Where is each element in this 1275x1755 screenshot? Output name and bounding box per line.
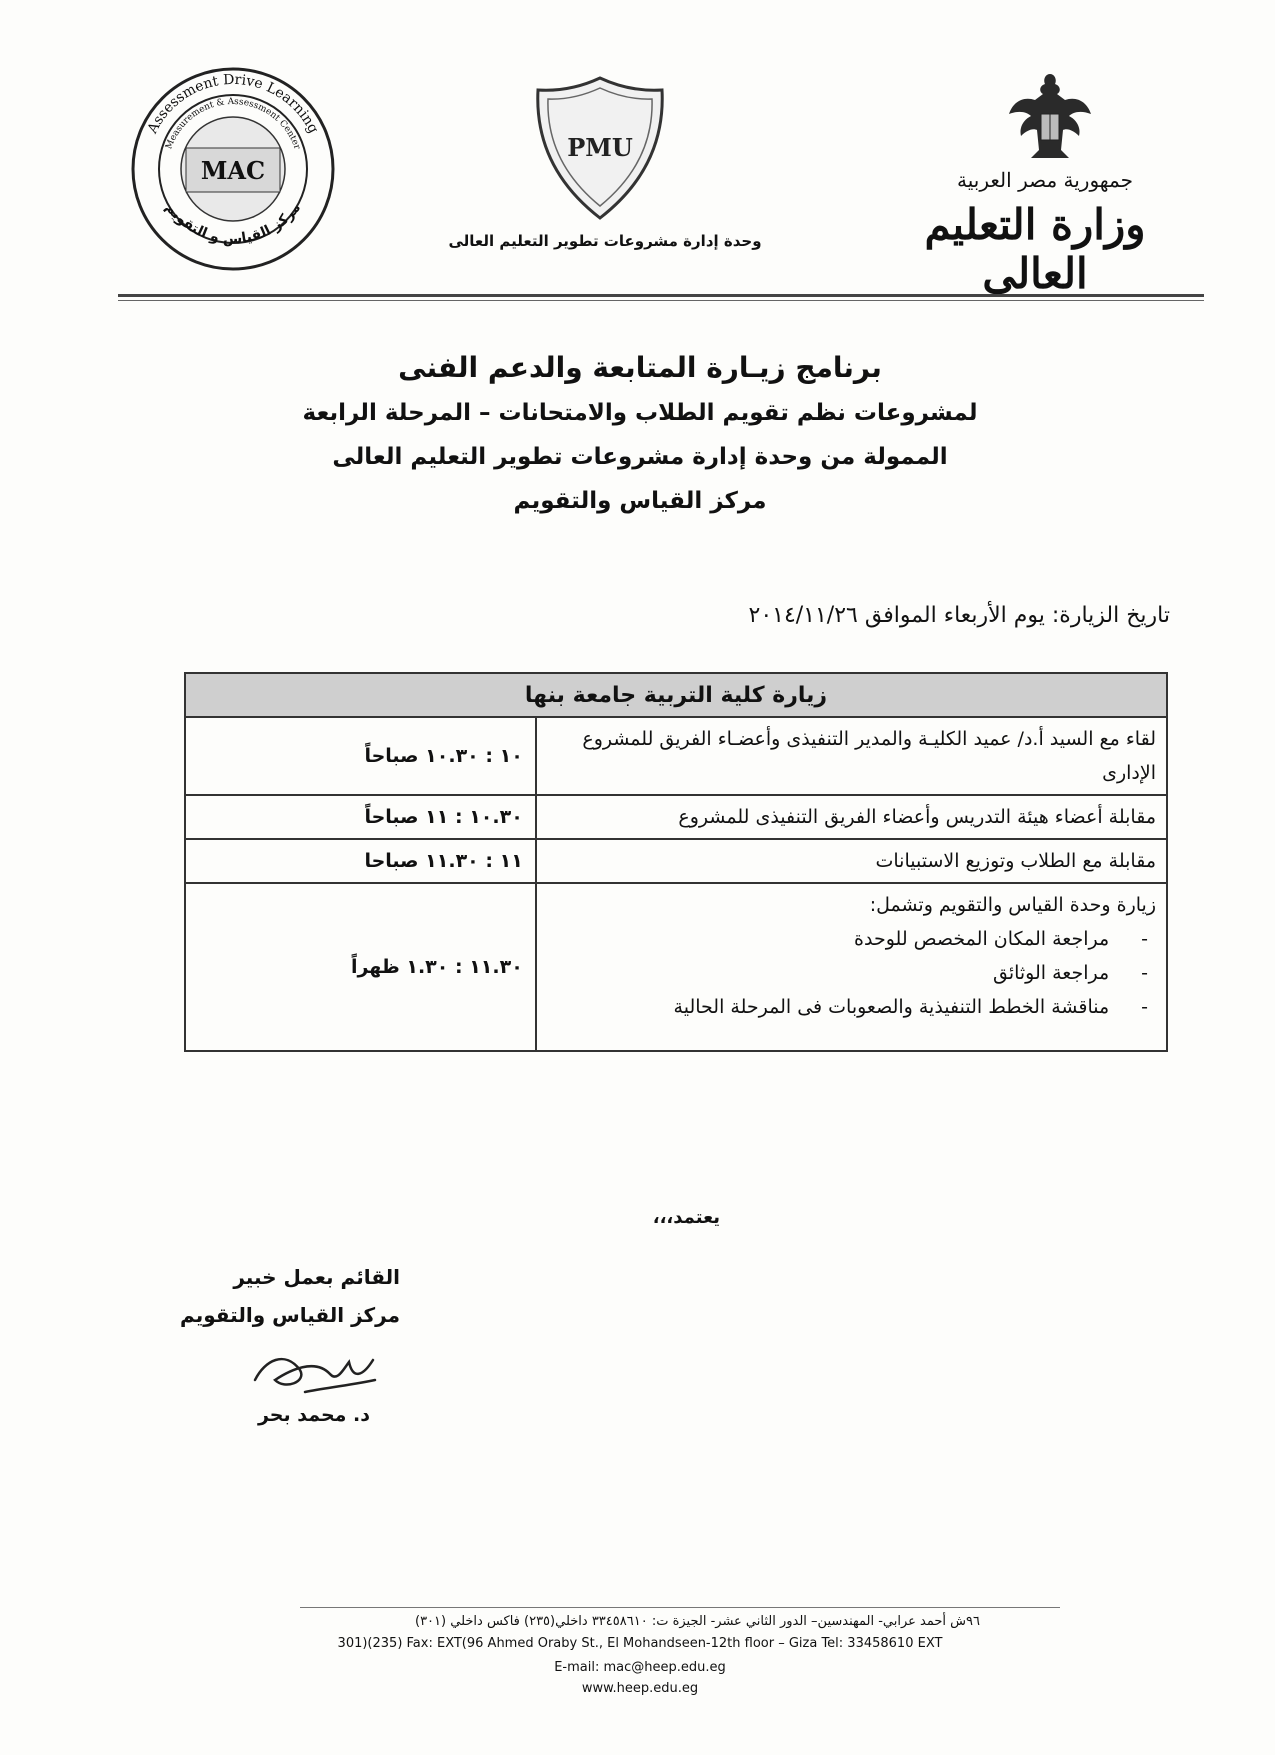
pmu-caption: وحدة إدارة مشروعات تطوير التعليم العالى <box>448 232 762 250</box>
signatory-title <box>180 1258 400 1334</box>
signatory-role: القائم بعمل خبير <box>233 1265 400 1289</box>
ministry-name: وزارة التعليم العالى <box>924 200 1146 298</box>
title-line-1: برنامج زيـارة المتابعة والدعم الفنى <box>398 351 882 384</box>
signatory-name: د. محمد بحر <box>257 1404 370 1426</box>
pmu-shield-logo <box>530 72 670 222</box>
mac-seal-logo <box>128 64 338 274</box>
activity-cell: لقاء مع السيد أ.د/ عميد الكليـة والمدير التنفيذى وأعضـاء الفريق للمشروع الإدارى <box>536 717 1167 795</box>
schedule-header: زيارة كلية التربية جامعة بنها <box>185 673 1167 717</box>
title-line-2: لمشروعات نظم تقويم الطلاب والامتحانات – المرحلة الرابعة <box>302 400 978 426</box>
republic-name: جمهورية مصر العربية <box>957 168 1133 192</box>
time-cell: ١٠.٣٠ : ١١ صباحاً <box>185 795 536 839</box>
footer-rule <box>300 1607 1060 1608</box>
table-row <box>185 839 1167 883</box>
table-row <box>185 795 1167 839</box>
signatory-center: مركز القياس والتقويم <box>180 1303 400 1327</box>
title-line-3: الممولة من وحدة إدارة مشروعات تطوير التعليم العالى <box>332 444 948 470</box>
mac-ring-top-text: Assessment Drive Learning <box>144 71 322 137</box>
header-rule-thin <box>118 300 1204 301</box>
time-cell: ١١ : ١١.٣٠ صباحا <box>185 839 536 883</box>
egypt-eagle-emblem <box>1005 70 1095 165</box>
footer-address-arabic: ٩٦ش أحمد عرابي- المهندسين– الدور الثاني عشر- الجيزة ت: ٣٣٤٥٨٦١٠ داخلي(٢٣٥) فاكس داخلي (٣٠١) <box>415 1614 980 1629</box>
footer-website: www.heep.edu.eg <box>581 1681 699 1696</box>
handwritten-signature <box>245 1340 385 1400</box>
visit-date: تاريخ الزيارة: يوم الأربعاء الموافق ٢٠١٤/١١/٢٦ <box>748 603 1170 628</box>
time-cell: ١٠ : ١٠.٣٠ صباحاً <box>185 717 536 795</box>
list-item: - مراجعة الوثائق <box>547 956 1126 990</box>
mac-center-text: MAC <box>200 156 266 185</box>
table-row <box>185 717 1167 795</box>
pmu-logo-text: PMU <box>567 133 633 162</box>
footer-address-english: 301)(235) Fax: EXT(96 Ahmed Oraby St., El Mohandseen-12th floor – Giza Tel: 33458610 EXT <box>337 1636 943 1651</box>
activity-cell: مقابلة مع الطلاب وتوزيع الاستبيانات <box>536 839 1167 883</box>
approval-label: يعتمد،،، <box>652 1207 720 1228</box>
list-item: - مراجعة المكان المخصص للوحدة <box>547 922 1126 956</box>
schedule-table <box>184 672 1168 1052</box>
activity-cell: مقابلة أعضاء هيئة التدريس وأعضاء الفريق التنفيذى للمشروع <box>536 795 1167 839</box>
activity-cell <box>536 883 1167 1051</box>
table-row <box>185 883 1167 1051</box>
activity-list <box>547 922 1156 1024</box>
activity-intro: زيارة وحدة القياس والتقويم وتشمل: <box>869 894 1156 916</box>
mac-ring-bottom-text: مركز القياس و التقويم <box>162 199 304 248</box>
title-block <box>300 345 980 523</box>
header-rule <box>118 294 1204 297</box>
title-line-4: مركز القياس والتقويم <box>513 488 767 514</box>
time-cell: ١١.٣٠ : ١.٣٠ ظهراً <box>185 883 536 1051</box>
footer-email: E-mail: mac@heep.edu.eg <box>554 1660 726 1675</box>
mac-ring-inner-text: Measurement & Assessment Center <box>164 96 302 151</box>
schedule-header-row <box>185 673 1167 717</box>
list-item: - مناقشة الخطط التنفيذية والصعوبات فى المرحلة الحالية <box>547 990 1126 1024</box>
